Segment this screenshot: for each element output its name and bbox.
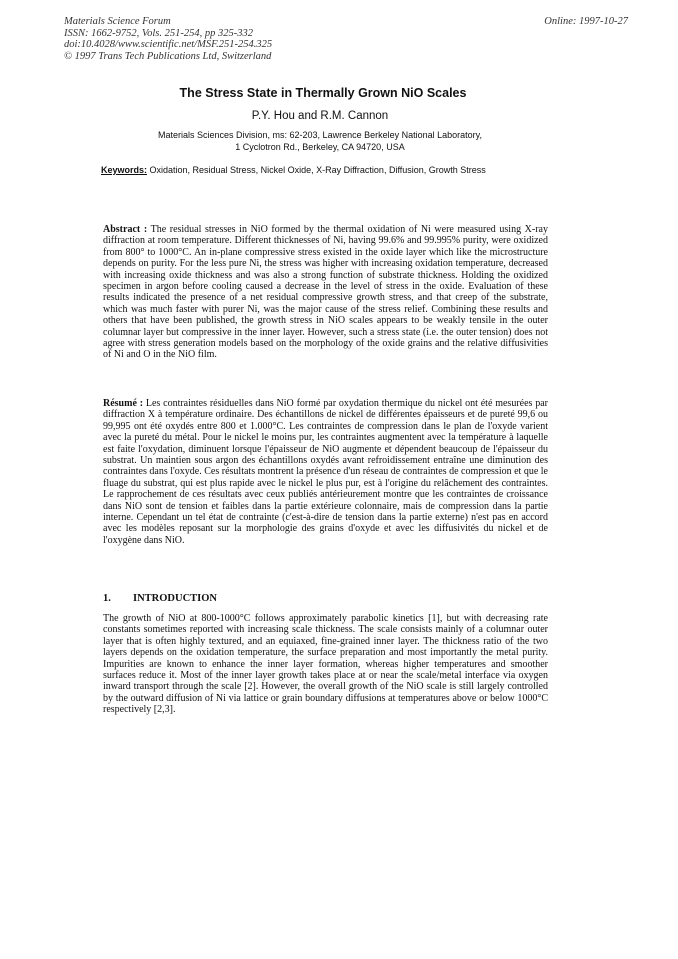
abstract-text: The residual stresses in NiO formed by the thermal oxidation of Ni were measured using X-ray diffraction at room temperature. Different thicknesses of Ni, having 99.6% and 99.995% purity, were oxidized from 800° to 1000°C. An in-plane compressive stress existed in the oxide layer which like the microstructure depends on purity. For the less pure Ni, the stress was higher with increasing oxidation temperature, decreased with increasing oxide thickness and was also a strong function of substrate thickness. Holding the oxidized specimen in argon before cooling caused a decrease in the level of stress in the oxide. Evaluation of these results indicated the presence of a net residual compressive growth stress, and that creep of the substrate, which was much faster with purer Ni, was the major cause of the stress relief. Combining these results and others that have been published, the growth stress in NiO scales appears to be weakly tensile in the outer columnar layer but compressive in the inner layer. However, such a stress state (i.e. the outer tension) does not agree with stress generation models based on the morphology of the oxide grains and the relative diffusivities of Ni and O in the NiO film. [103, 224, 548, 361]
keywords-label: Keywords: [101, 165, 148, 175]
keywords-list: Oxidation, Residual Stress, Nickel Oxide, X-Ray Diffraction, Diffusion, Growth Stress [147, 165, 486, 175]
paper-authors: P.Y. Hou and R.M. Cannon [251, 110, 389, 122]
resume-label: Résumé : [103, 398, 144, 409]
affiliation-line-2: 1 Cyclotron Rd., Berkeley, CA 94720, USA [235, 141, 405, 152]
keywords [101, 165, 561, 175]
journal-doi: doi:10.4028/www.scientific.net/MSF.251-254.325 [64, 39, 273, 50]
online-date: Online: 1997-10-27 [544, 16, 628, 27]
journal-header [64, 16, 272, 62]
section-number: 1. [103, 593, 111, 604]
journal-issn: ISSN: 1662-9752, Vols. 251-254, pp 325-332 [64, 27, 253, 39]
abstract-label: Abstract : [103, 224, 148, 235]
journal-name: Materials Science Forum [64, 16, 171, 27]
resume [103, 398, 548, 546]
affiliation-line-1: Materials Sciences Division, ms: 62-203, Lawrence Berkeley National Laboratory, [158, 130, 482, 140]
affiliation [0, 130, 640, 153]
introduction-heading [103, 593, 217, 604]
resume-text: Les contraintes résiduelles dans NiO formé par oxydation thermique du nickel ont été mesurées par diffraction X à température ordinaire. Des échantillons de nickel de différentes épaisseurs et de pureté 99,6 ou 99,995 ont été oxydés entre 800 et 1.000°C. Les contraintes de compression dans le plan de l'oxyde varient avec la pureté du métal. Pour le nickel le moins pur, les contraintes augmentent avec la température à laquelle est faite l'oxydation, diminuent lorsque l'épaisseur de NiO augmente et dépendent beaucoup de l'épaisseur du substrat. Un maintien sous argon des échantillons oxydés avant refroidissement entraîne une diminution des contraintes dans l'oxyde. Ces résultats montrent la présence d'un réseau de contraintes de compression et que le fluage du substrat, qui est plus rapide avec le nickel le plus pur, est à l'origine du relâchement des contraintes. Le rapprochement de ces résultats avec ceux publiés antérieurement montre que les contraintes de croissance dans NiO sont de tension et faibles dans la partie extérieure colonnaire, mais de compression dans la partie interne. Cependant un tel état de contrainte (c'est-à-dire de tension dans la partie externe) n'est pas en accord avec les modèles reposant sur la morphologie des grains d'oxyde et avec les diffusivités du nickel et de l'oxygène dans NiO. [103, 398, 549, 546]
abstract [103, 224, 548, 361]
paper-title: The Stress State in Thermally Grown NiO Scales [179, 86, 467, 100]
journal-copyright: © 1997 Trans Tech Publications Ltd, Switzerland [64, 50, 272, 62]
introduction-body: The growth of NiO at 800-1000°C follows approximately parabolic kinetics [1], but with decreasing rate constants sometimes reported with increasing scale thickness. The scale consists mainly of a columnar outer layer that is often highly textured, and an equiaxed, fine-grained inner layer. The thickness ratio of the two layers depends on the oxidation temperature, the surface preparation and most importantly the metal purity. Impurities are known to enhance the inner layer formation, whereas higher temperatures and smoother surfaces reduce it. Most of the inner layer growth takes place at or near the scale/metal interface via oxygen inward transport through the scale [2]. However, the overall growth of the NiO scale is still largely controlled by the outward diffusion of Ni via lattice or grain boundary diffusions at temperatures above or below 1000°C respectively [2,3]. [103, 613, 548, 716]
section-title: INTRODUCTION [133, 593, 218, 604]
